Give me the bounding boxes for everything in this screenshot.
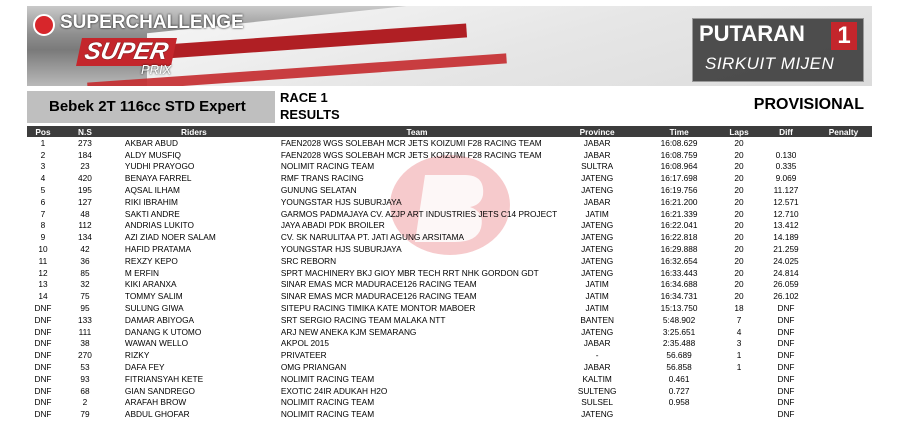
laps-cell: 20: [734, 244, 744, 255]
team-cell: SRT SERGIO RACING TEAM MALAKA NTT: [280, 314, 446, 325]
province-cell: JABAR: [583, 137, 611, 148]
laps-cell: 20: [734, 173, 744, 184]
penalty-cell: [815, 279, 872, 291]
table-row: [27, 279, 872, 291]
laps-cell: 20: [734, 149, 744, 160]
diff-cell: 21.259: [773, 244, 799, 255]
penalty-cell: [815, 314, 872, 326]
pos-cell: 13: [38, 279, 48, 290]
team-cell: YOUNGSTAR HJS SUBURJAYA: [280, 196, 402, 207]
penalty-cell: [815, 255, 872, 267]
time-cell: 16:21.200: [660, 196, 698, 207]
team-cell: EXOTIC 24IR ADUKAH H2O: [280, 385, 388, 396]
team-cell: ARJ NEW ANEKA KJM SEMARANG: [280, 326, 417, 337]
pos-cell: 8: [40, 220, 46, 231]
rider-cell: HAFID PRATAMA: [124, 244, 191, 255]
team-cell: SINAR EMAS MCR MADURACE126 RACING TEAM: [280, 291, 477, 302]
diff-cell: 0.130: [775, 149, 797, 160]
penalty-cell: [815, 349, 872, 361]
province-cell: BANTEN: [580, 314, 614, 325]
team-cell: AKPOL 2015: [280, 338, 329, 349]
diff-cell: DNF: [777, 373, 795, 384]
col-header-ns: N.S: [59, 126, 111, 137]
pos-cell: 3: [40, 161, 46, 172]
pos-cell: 9: [40, 232, 46, 243]
brand-name: SUPERCHALLENGE: [60, 12, 244, 33]
penalty-cell: [815, 326, 872, 338]
laps-cell: 20: [734, 232, 744, 243]
laps-cell: 20: [734, 255, 744, 266]
pos-cell: DNF: [34, 373, 52, 384]
table-row: [27, 373, 872, 385]
province-cell: JATIM: [585, 291, 609, 302]
diff-cell: [757, 137, 815, 149]
number-cell: 133: [78, 314, 92, 325]
number-cell: 68: [80, 385, 90, 396]
number-cell: 273: [78, 137, 92, 148]
col-header-laps: Laps: [721, 126, 757, 137]
laps-cell: 4: [736, 326, 742, 337]
results-label: RESULTS: [280, 107, 340, 122]
table-row: [27, 184, 872, 196]
rider-cell: ANDRIAS LUKITO: [124, 220, 194, 231]
diff-cell: 24.814: [773, 267, 799, 278]
diff-cell: 26.059: [773, 279, 799, 290]
rider-cell: ABDUL GHOFAR: [124, 409, 190, 420]
rider-cell: BENAYA FARREL: [124, 173, 192, 184]
pos-cell: 6: [40, 196, 46, 207]
table-row: [27, 255, 872, 267]
team-cell: GARMOS PADMAJAYA CV. AZJP ART INDUSTRIES JETS C14 PROJECT: [280, 208, 558, 219]
time-cell: 16:17.698: [660, 173, 698, 184]
number-cell: 75: [80, 291, 90, 302]
team-cell: OMG PRIANGAN: [280, 362, 347, 373]
province-cell: JATENG: [581, 173, 614, 184]
province-cell: JATENG: [581, 326, 614, 337]
province-cell: JATENG: [581, 185, 614, 196]
pos-cell: DNF: [34, 314, 52, 325]
number-cell: 270: [78, 350, 92, 361]
time-cell: 16:08.629: [660, 137, 698, 148]
number-cell: 23: [80, 161, 90, 172]
rider-cell: YUDHI PRAYOGO: [124, 161, 195, 172]
diff-cell: 14.189: [773, 232, 799, 243]
province-cell: SULTENG: [577, 385, 617, 396]
rider-cell: AQSAL ILHAM: [124, 185, 180, 196]
time-cell: 16:19.756: [660, 185, 698, 196]
table-row: [27, 361, 872, 373]
rider-cell: SULUNG GIWA: [124, 303, 184, 314]
number-cell: 85: [80, 267, 90, 278]
table-row: [27, 349, 872, 361]
number-cell: 184: [78, 149, 92, 160]
rider-cell: DAMAR ABIYOGA: [124, 314, 195, 325]
time-cell: 16:34.731: [660, 291, 698, 302]
table-row: [27, 137, 872, 149]
penalty-cell: [815, 361, 872, 373]
penalty-cell: [815, 397, 872, 409]
table-row: [27, 326, 872, 338]
results-table: [27, 126, 872, 420]
team-cell: NOLIMIT RACING TEAM: [280, 373, 375, 384]
diff-cell: DNF: [777, 362, 795, 373]
laps-cell: 20: [734, 220, 744, 231]
penalty-cell: [815, 172, 872, 184]
laps-cell: 18: [734, 303, 744, 314]
pos-cell: 10: [38, 244, 48, 255]
col-header-time: Time: [637, 126, 721, 137]
province-cell: JATENG: [581, 220, 614, 231]
pos-cell: DNF: [34, 338, 52, 349]
number-cell: 36: [80, 255, 90, 266]
time-cell: 0.958: [668, 397, 690, 408]
number-cell: 79: [80, 409, 90, 420]
diff-cell: DNF: [777, 409, 795, 420]
table-row: [27, 408, 872, 420]
provisional-label: PROVISIONAL: [753, 96, 864, 113]
team-cell: FAEN2028 WGS SOLEBAH MCR JETS KOIZUMI F28 RACING TEAM: [280, 149, 542, 160]
rider-cell: KIKI ARANXA: [124, 279, 177, 290]
race-title: [280, 89, 340, 123]
rider-cell: ARAFAH BROW: [124, 397, 187, 408]
number-cell: 42: [80, 244, 90, 255]
time-cell: 16:21.339: [660, 208, 698, 219]
pos-cell: 7: [40, 208, 46, 219]
time-cell: 16:22.041: [660, 220, 698, 231]
team-cell: CV. SK NARULITAA PT. JATI AGUNG ARSITAMA: [280, 232, 465, 243]
number-cell: 420: [78, 173, 92, 184]
table-row: [27, 338, 872, 350]
penalty-cell: [815, 231, 872, 243]
table-row: [27, 243, 872, 255]
penalty-cell: [815, 243, 872, 255]
penalty-cell: [815, 408, 872, 420]
team-cell: GUNUNG SELATAN: [280, 185, 357, 196]
time-cell: 16:32.654: [660, 255, 698, 266]
number-cell: 48: [80, 208, 90, 219]
team-cell: JAYA ABADI PDK BROILER: [280, 220, 385, 231]
pos-cell: DNF: [34, 350, 52, 361]
diff-cell: 13.412: [773, 220, 799, 231]
table-row: [27, 397, 872, 409]
table-row: [27, 385, 872, 397]
table-row: [27, 314, 872, 326]
time-cell: 2:35.488: [662, 338, 696, 349]
pos-cell: 5: [40, 185, 46, 196]
time-cell: 16:33.443: [660, 267, 698, 278]
team-cell: SRC REBORN: [280, 255, 337, 266]
round-number: 1: [831, 22, 857, 50]
province-cell: JABAR: [583, 338, 611, 349]
province-cell: JATIM: [585, 303, 609, 314]
logo-super-text: SUPER: [76, 38, 177, 66]
laps-cell: 20: [734, 279, 744, 290]
race-label: RACE 1: [280, 90, 328, 105]
number-cell: 111: [78, 326, 92, 337]
number-cell: 38: [80, 338, 90, 349]
diff-cell: 11.127: [773, 185, 799, 196]
class-title: Bebek 2T 116cc STD Expert: [27, 91, 275, 123]
laps-cell: 7: [736, 314, 742, 325]
pos-cell: DNF: [34, 303, 52, 314]
time-cell: 16:29.888: [660, 244, 698, 255]
pos-cell: 2: [40, 149, 46, 160]
circuit-name: SIRKUIT MIJEN: [705, 54, 835, 73]
pos-cell: 1: [40, 137, 46, 148]
penalty-cell: [815, 302, 872, 314]
pos-cell: DNF: [34, 397, 52, 408]
table-row: [27, 267, 872, 279]
table-row: [27, 172, 872, 184]
province-cell: JABAR: [583, 149, 611, 160]
time-cell: 0.461: [668, 373, 690, 384]
round-badge: [692, 18, 864, 82]
team-cell: RMF TRANS RACING: [280, 173, 364, 184]
team-cell: YOUNGSTAR HJS SUBURJAYA: [280, 244, 402, 255]
rider-cell: AZI ZIAD NOER SALAM: [124, 232, 216, 243]
table-header-row: [27, 126, 872, 137]
logo-prix-text: PRIX: [141, 62, 172, 77]
province-cell: JATENG: [581, 244, 614, 255]
province-cell: SULSEL: [581, 397, 614, 408]
penalty-cell: [815, 373, 872, 385]
table-row: [27, 290, 872, 302]
col-header-penalty: Penalty: [815, 126, 872, 137]
superchallenge-logo: [27, 6, 244, 86]
results-body: [27, 137, 872, 420]
team-cell: NOLIMIT RACING TEAM: [280, 161, 375, 172]
time-cell: 16:22.818: [660, 232, 698, 243]
rider-cell: ALDY MUSFIQ: [124, 149, 182, 160]
number-cell: 2: [82, 397, 88, 408]
time-cell: 56.858: [666, 362, 692, 373]
table-row: [27, 231, 872, 243]
penalty-cell: [815, 149, 872, 161]
time-cell: 3:25.651: [662, 326, 696, 337]
round-label: PUTARAN: [699, 21, 805, 46]
team-cell: PRIVATEER: [280, 350, 327, 361]
team-cell: NOLIMIT RACING TEAM: [280, 409, 375, 420]
pos-cell: 12: [38, 267, 48, 278]
province-cell: JATIM: [585, 279, 609, 290]
penalty-cell: [815, 220, 872, 232]
number-cell: 195: [78, 185, 92, 196]
time-cell: 16:08.964: [660, 161, 698, 172]
table-row: [27, 220, 872, 232]
rider-cell: M ERFIN: [124, 267, 160, 278]
col-header-team: Team: [277, 126, 557, 137]
pos-cell: 11: [38, 255, 48, 266]
pos-cell: 14: [38, 291, 48, 302]
province-cell: KALTIM: [582, 373, 612, 384]
col-header-pos: Pos: [27, 126, 59, 137]
team-cell: SINAR EMAS MCR MADURACE126 RACING TEAM: [280, 279, 477, 290]
pos-cell: DNF: [34, 326, 52, 337]
header-banner: [27, 6, 872, 86]
number-cell: 134: [78, 232, 92, 243]
rider-cell: DANANG K UTOMO: [124, 326, 202, 337]
diff-cell: 24.025: [773, 255, 799, 266]
time-cell: [637, 408, 721, 420]
time-cell: 56.689: [666, 350, 692, 361]
diff-cell: DNF: [777, 385, 795, 396]
laps-cell: 3: [736, 338, 742, 349]
laps-cell: [721, 373, 757, 385]
rider-cell: REXZY KEPO: [124, 255, 178, 266]
laps-cell: 20: [734, 267, 744, 278]
number-cell: 93: [80, 373, 90, 384]
laps-cell: [721, 385, 757, 397]
time-cell: 16:08.759: [660, 149, 698, 160]
diff-cell: DNF: [777, 303, 795, 314]
table-row: [27, 149, 872, 161]
province-cell: JATENG: [581, 255, 614, 266]
diff-cell: DNF: [777, 397, 795, 408]
diff-cell: 9.069: [775, 173, 797, 184]
number-cell: 127: [78, 196, 92, 207]
diff-cell: DNF: [777, 314, 795, 325]
penalty-cell: [815, 196, 872, 208]
laps-cell: 20: [734, 291, 744, 302]
col-header-diff: Diff: [757, 126, 815, 137]
rider-cell: TOMMY SALIM: [124, 291, 183, 302]
table-row: [27, 302, 872, 314]
laps-cell: 20: [734, 196, 744, 207]
diff-cell: 0.335: [775, 161, 797, 172]
province-cell: SULTRA: [581, 161, 614, 172]
col-header-province: Province: [557, 126, 637, 137]
province-cell: JATENG: [581, 232, 614, 243]
province-cell: JABAR: [583, 362, 611, 373]
time-cell: 15:13.750: [660, 303, 698, 314]
rider-cell: WAWAN WELLO: [124, 338, 189, 349]
pos-cell: 4: [40, 173, 46, 184]
laps-cell: 1: [736, 362, 742, 373]
laps-cell: 20: [734, 185, 744, 196]
diff-cell: 12.571: [773, 196, 799, 207]
penalty-cell: [815, 267, 872, 279]
time-cell: 5:48.902: [662, 314, 696, 325]
rider-cell: SAKTI ANDRE: [124, 208, 180, 219]
penalty-cell: [815, 137, 872, 149]
province-cell: JATIM: [585, 208, 609, 219]
table-row: [27, 161, 872, 173]
team-cell: NOLIMIT RACING TEAM: [280, 397, 375, 408]
province-cell: -: [595, 350, 599, 361]
diff-cell: 26.102: [773, 291, 799, 302]
team-cell: FAEN2028 WGS SOLEBAH MCR JETS KOIZUMI F28 RACING TEAM: [280, 137, 542, 148]
penalty-cell: [815, 385, 872, 397]
province-cell: JATENG: [581, 409, 614, 420]
table-row: [27, 196, 872, 208]
number-cell: 53: [80, 362, 90, 373]
penalty-cell: [815, 290, 872, 302]
team-cell: SPRT MACHINERY BKJ GIOY MBR TECH RRT NHK GORDON GDT: [280, 267, 539, 278]
diff-cell: DNF: [777, 350, 795, 361]
rider-cell: FITRIANSYAH KETE: [124, 373, 204, 384]
pos-cell: DNF: [34, 409, 52, 420]
laps-cell: 20: [734, 137, 744, 148]
brand-mark-icon: [33, 14, 55, 36]
province-cell: JABAR: [583, 196, 611, 207]
diff-cell: DNF: [777, 326, 795, 337]
rider-cell: GIAN SANDREGO: [124, 385, 195, 396]
penalty-cell: [815, 184, 872, 196]
laps-cell: 20: [734, 161, 744, 172]
rider-cell: AKBAR ABUD: [124, 137, 178, 148]
province-cell: JATENG: [581, 267, 614, 278]
table-row: [27, 208, 872, 220]
diff-cell: 12.710: [773, 208, 799, 219]
laps-cell: 20: [734, 208, 744, 219]
time-cell: 16:34.688: [660, 279, 698, 290]
col-header-riders: Riders: [111, 126, 277, 137]
laps-cell: [721, 408, 757, 420]
laps-cell: 1: [736, 350, 742, 361]
time-cell: 0.727: [668, 385, 690, 396]
laps-cell: [721, 397, 757, 409]
pos-cell: DNF: [34, 385, 52, 396]
penalty-cell: [815, 208, 872, 220]
diff-cell: DNF: [777, 338, 795, 349]
penalty-cell: [815, 161, 872, 173]
rider-cell: RIZKY: [124, 350, 150, 361]
number-cell: 112: [78, 220, 92, 231]
rider-cell: RIKI IBRAHIM: [124, 196, 178, 207]
number-cell: 95: [80, 303, 90, 314]
team-cell: SITEPU RACING TIMIKA KATE MONTOR MABOER: [280, 303, 476, 314]
rider-cell: DAFA FEY: [124, 362, 165, 373]
penalty-cell: [815, 338, 872, 350]
pos-cell: DNF: [34, 362, 52, 373]
number-cell: 32: [80, 279, 90, 290]
